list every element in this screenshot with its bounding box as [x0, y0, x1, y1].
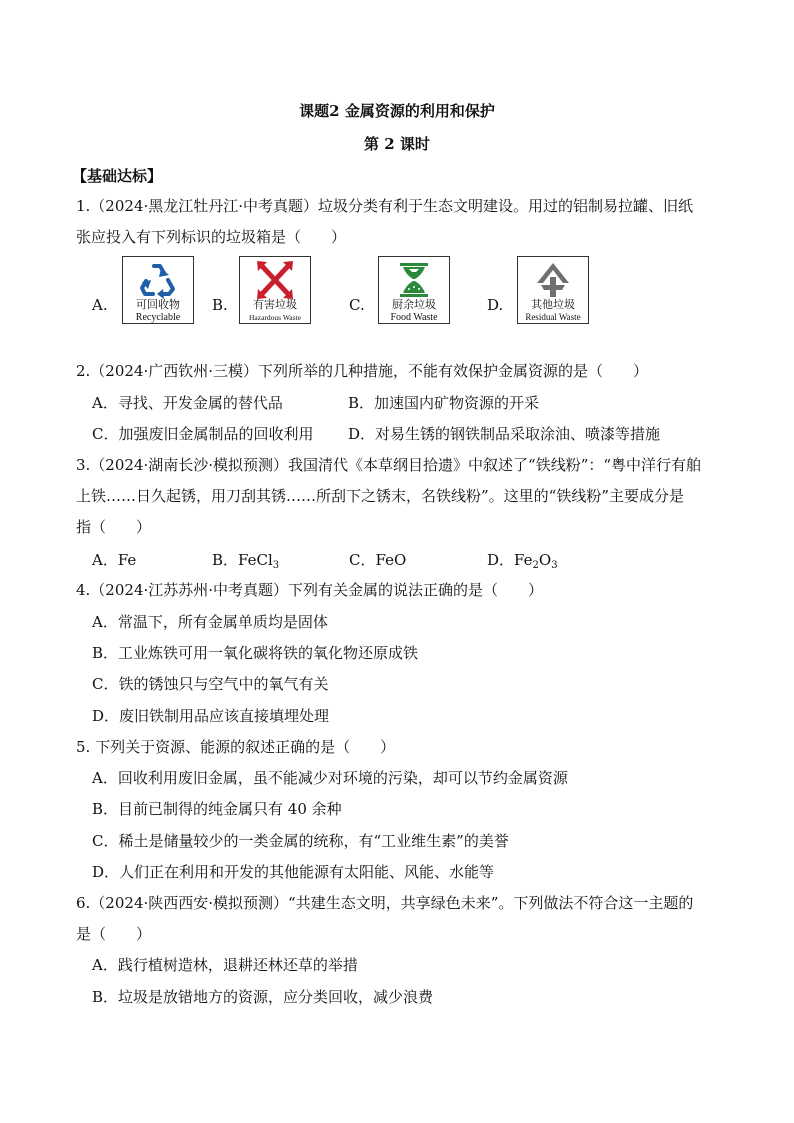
page-title: 课题2 金属资源的利用和保护: [299, 102, 495, 120]
section-heading: 【基础达标】: [72, 167, 163, 185]
recycle-icon: [138, 261, 178, 299]
q2-option-a[interactable]: A．寻找、开发金属的替代品: [92, 394, 283, 412]
q3-option-d-mid: O: [538, 551, 552, 569]
q5-option-b[interactable]: B．目前已制得的纯金属只有 40 余种: [92, 800, 342, 818]
q2-option-b[interactable]: B．加速国内矿物资源的开采: [348, 394, 540, 412]
q1-option-b-label[interactable]: B.: [212, 296, 228, 314]
q1-option-c-cn: 厨余垃圾: [392, 298, 436, 311]
q4-option-c[interactable]: C．铁的锈蚀只与空气中的氧气有关: [92, 675, 329, 693]
q6-option-a[interactable]: A．践行植树造林，退耕还林还草的举措: [92, 956, 358, 974]
q3-option-b-sub: 3: [272, 560, 280, 571]
q3-stem-line3: 指（ ）: [76, 518, 152, 536]
q1-option-c-bin[interactable]: [378, 256, 450, 324]
q5-option-c[interactable]: C．稀土是储量较少的一类金属的统称，有“工业维生素”的美誉: [92, 832, 509, 850]
q1-option-d-label[interactable]: D.: [487, 296, 504, 314]
q3-option-b-text: B．FeCl: [212, 551, 273, 569]
hourglass-icon: [394, 261, 434, 299]
q4-option-d[interactable]: D．废旧铁制用品应该直接填埋处理: [92, 707, 330, 725]
q3-option-b[interactable]: [212, 550, 279, 570]
q4-option-b[interactable]: B．工业炼铁可用一氧化碳将铁的氧化物还原成铁: [92, 644, 419, 662]
tree-icon: [533, 261, 573, 299]
q2-option-d[interactable]: D．对易生锈的钢铁制品采取涂油、喷漆等措施: [348, 425, 661, 443]
q5-stem: 5. 下列关于资源、能源的叙述正确的是（ ）: [76, 738, 396, 756]
q6-stem-line1: 6.（2024·陕西西安·模拟预测）“共建生态文明，共享绿色未来”。下列做法不符合这一主题的: [76, 894, 694, 912]
q1-option-c-en: Food Waste: [390, 312, 438, 323]
q1-option-d-cn: 其他垃圾: [531, 298, 575, 311]
q1-option-a-bin[interactable]: [122, 256, 194, 324]
q2-stem: 2.（2024·广西钦州·三模）下列所举的几种措施，不能有效保护金属资源的是（ ）: [76, 362, 649, 380]
hazard-cross-icon: [255, 261, 295, 299]
q1-option-d-bin[interactable]: [517, 256, 589, 324]
q1-option-a-label[interactable]: A.: [92, 296, 108, 314]
q2-option-c[interactable]: C．加强废旧金属制品的回收利用: [92, 425, 314, 443]
q1-option-b-bin[interactable]: [239, 256, 311, 324]
q3-option-d-sub2: 3: [551, 560, 558, 571]
page-subtitle: 第 2 课时: [364, 135, 430, 153]
q4-stem: 4.（2024·江苏苏州·中考真题）下列有关金属的说法正确的是（ ）: [76, 581, 544, 599]
q1-option-a-cn: 可回收物: [136, 298, 180, 311]
q1-option-d-en: Residual Waste: [525, 312, 581, 322]
q5-option-a[interactable]: A．回收利用废旧金属，虽不能减少对环境的污染，却可以节约金属资源: [92, 769, 568, 787]
q1-option-c-label[interactable]: C.: [349, 296, 365, 314]
q3-option-d-text: D．Fe: [487, 551, 533, 569]
q3-option-d-sub1: 2: [532, 560, 539, 571]
q3-stem-line2: 上铁……日久起锈，用刀刮其锈……所刮下之锈末，名铁线粉”。这里的“铁线粉”主要成分是: [76, 487, 685, 505]
q1-option-a-en: Recyclable: [135, 312, 181, 323]
q4-option-a[interactable]: A．常温下，所有金属单质均是固体: [92, 613, 328, 631]
q1-stem-line1: 1.（2024·黑龙江牡丹江·中考真题）垃圾分类有利于生态文明建设。用过的铝制易拉罐、旧纸: [76, 197, 694, 215]
q1-stem-line2: 张应投入有下列标识的垃圾箱是（ ）: [76, 228, 347, 246]
q3-stem-line1: 3.（2024·湖南长沙·模拟预测）我国清代《本草纲目拾遗》中叙述了“铁线粉”：“粤中洋行有舶: [76, 456, 702, 474]
q5-option-d[interactable]: D．人们正在利用和开发的其他能源有太阳能、风能、水能等: [92, 863, 495, 881]
q6-stem-line2: 是（ ）: [76, 925, 152, 943]
q3-option-c[interactable]: C．FeO: [349, 551, 407, 569]
q3-option-a[interactable]: A．Fe: [92, 551, 137, 569]
q1-option-b-cn: 有害垃圾: [253, 298, 297, 311]
q3-option-d[interactable]: [487, 550, 558, 570]
q6-option-b[interactable]: B．垃圾是放错地方的资源，应分类回收，减少浪费: [92, 988, 434, 1006]
q1-option-b-en: Hazardous Waste: [249, 313, 301, 322]
